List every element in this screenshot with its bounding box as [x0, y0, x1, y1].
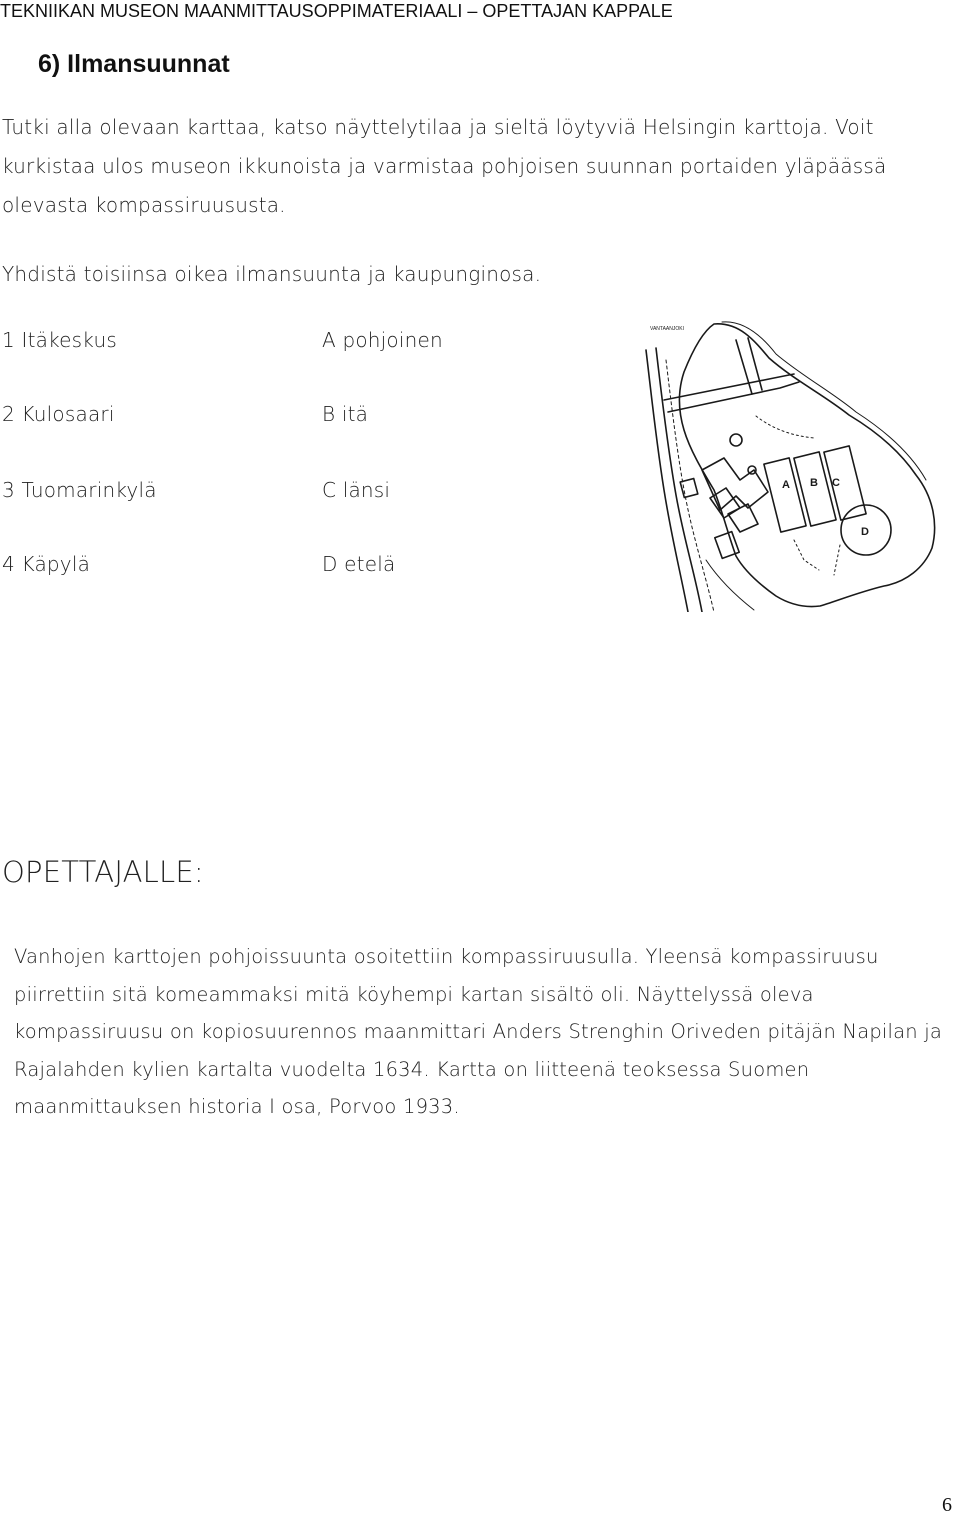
teacher-paragraph: Vanhojen karttojen pohjoissuunta osoitettiin kompassiruusulla. Yleensä kompassiruusu piirrettiin sitä komeammaksi mitä köyhempi kartan sisältö oli. Näyttelyssä oleva kompassiruusu on kopiosuurennos maanmittari Anders Strenghin Oriveden pitäjän Napilan ja Rajalahden kylien kartalta vuodelta 1634. Kartta on liitteenä teoksessa Suomen maanmittauksen historia I osa, Porvoo 1933.: [14, 945, 943, 1118]
map-building-a: [764, 458, 806, 532]
map-building-c: [824, 446, 866, 520]
section-title: 6) Ilmansuunnat: [38, 50, 230, 78]
page-number: 6: [942, 1494, 952, 1516]
teacher-heading: OPETTAJALLE:: [2, 855, 204, 889]
place-item-4: 4 Käpylä: [2, 552, 91, 576]
map-building-b: [794, 452, 836, 526]
place-item-2: 2 Kulosaari: [2, 402, 115, 426]
map-upper-road: [664, 374, 794, 400]
map-label-d: D: [861, 526, 869, 538]
direction-item-c: C länsi: [322, 478, 391, 502]
map-road-label: VANTAANJOKI: [650, 326, 684, 332]
place-item-3: 3 Tuomarinkylä: [2, 478, 157, 502]
page-header: TEKNIIKAN MUSEON MAANMITTAUSOPPIMATERIAALI – OPETTAJAN KAPPALE: [0, 1, 673, 21]
map-label-c: C: [832, 477, 840, 489]
museum-site-map: [644, 320, 940, 612]
instruction-text: Yhdistä toisiinsa oikea ilmansuunta ja kaupunginosa.: [2, 262, 542, 286]
direction-item-a: A pohjoinen: [322, 328, 443, 352]
intro-paragraph: Tutki alla olevaan karttaa, katso näyttelytilaa ja sieltä löytyviä Helsingin karttoja. Voit kurkistaa ulos museon ikkunoista ja varmistaa pohjoisen suunnan portaiden yläpäässä olevasta kompassiruususta.: [2, 115, 887, 217]
map-shoreline: [680, 324, 935, 607]
direction-item-d: D etelä: [322, 552, 396, 576]
map-label-a: A: [782, 479, 790, 491]
direction-item-b: B itä: [322, 402, 369, 426]
map-label-b: B: [810, 477, 818, 489]
place-item-1: 1 Itäkeskus: [2, 328, 117, 352]
